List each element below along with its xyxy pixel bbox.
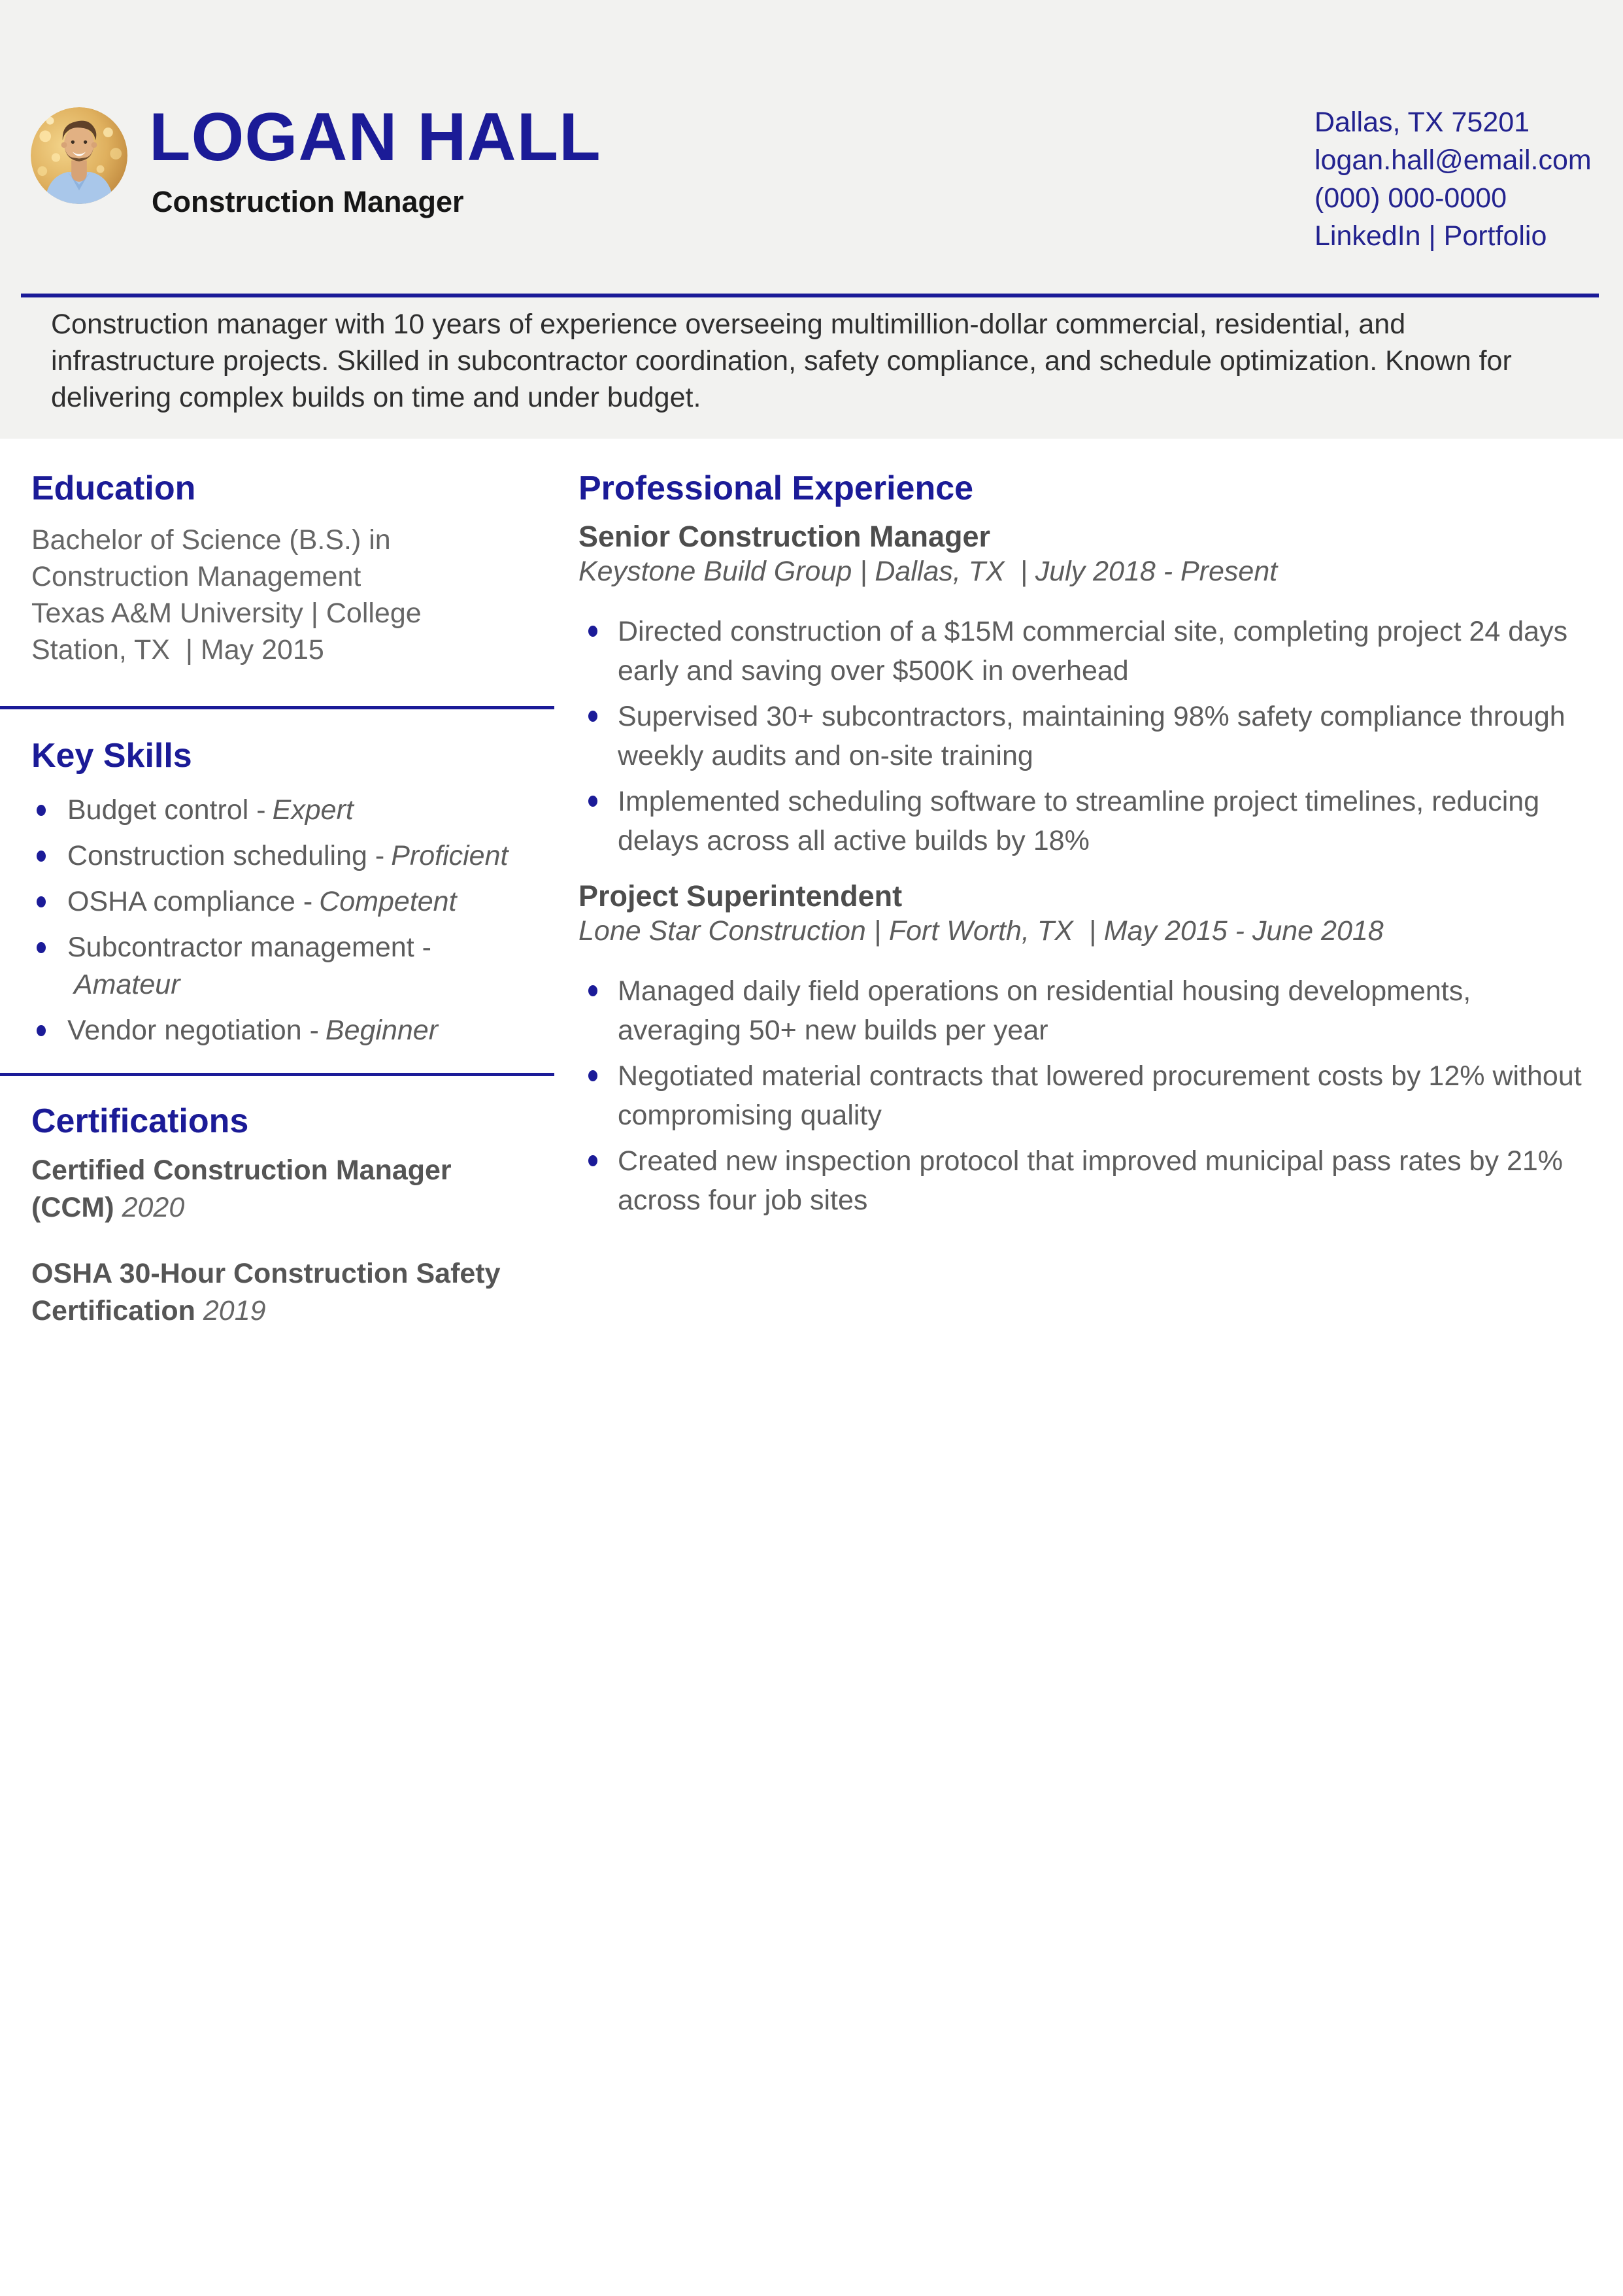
certification-entry xyxy=(31,1255,516,1330)
education-degree: Bachelor of Science (B.S.) in Construction Management xyxy=(31,524,391,592)
skills-list xyxy=(31,792,516,1049)
bullet-dot xyxy=(588,711,597,722)
bullet-dot xyxy=(588,1070,597,1081)
job-bullet-text: Negotiated material contracts that lowered procurement costs by 12% without compromising quality xyxy=(618,1060,1582,1131)
skill-level: Proficient xyxy=(391,840,509,871)
education-school: Texas A&M University | College Station, TX | May 2015 xyxy=(31,598,422,666)
job-title: Senior Construction Manager xyxy=(578,520,991,553)
certification-year: 2019 xyxy=(203,1295,266,1326)
job-bullet-text: Implemented scheduling software to streamline project timelines, reducing delays across all active builds by 18% xyxy=(618,786,1540,856)
skill-label: Construction scheduling - xyxy=(67,840,385,871)
skill-label: Subcontractor management - xyxy=(67,932,431,963)
person-job-title: Construction Manager xyxy=(152,185,464,218)
bullet-dot xyxy=(37,851,46,862)
skill-label: Budget control - xyxy=(67,794,266,826)
job-bullet-text: Directed construction of a $15M commercial site, completing project 24 days early and saving over $500K in overhead xyxy=(618,616,1568,686)
certification-name: OSHA 30-Hour Construction Safety Certification xyxy=(31,1258,501,1326)
job-entry xyxy=(578,520,1585,860)
bullet-dot xyxy=(588,985,597,996)
skill-item xyxy=(31,929,516,1004)
skill-label: Vendor negotiation - xyxy=(67,1015,319,1046)
experience-heading: Professional Experience xyxy=(578,469,974,507)
contact-phone: (000) 000-0000 xyxy=(1314,182,1507,214)
skill-level: Beginner xyxy=(325,1015,439,1046)
job-bullet xyxy=(578,1056,1585,1135)
certification-year: 2020 xyxy=(122,1192,185,1223)
right-column xyxy=(578,469,1585,1226)
bullet-dot xyxy=(37,896,46,907)
job-bullet xyxy=(578,782,1585,860)
contact-block xyxy=(1314,103,1592,255)
skill-level: Competent xyxy=(319,886,457,917)
left-column xyxy=(31,469,516,1330)
skill-level: Expert xyxy=(272,794,354,826)
section-divider xyxy=(0,1073,554,1076)
job-bullet-list xyxy=(578,971,1585,1220)
section-divider xyxy=(0,706,554,709)
skill-item xyxy=(31,883,516,920)
contact-location: Dallas, TX 75201 xyxy=(1314,107,1530,138)
certification-name: Certified Construction Manager (CCM) xyxy=(31,1155,452,1223)
bullet-dot xyxy=(588,626,597,637)
job-bullet xyxy=(578,612,1585,690)
person-name: LOGAN HALL xyxy=(149,99,601,175)
job-meta: Lone Star Construction | Fort Worth, TX | May 2015 - June 2018 xyxy=(578,915,1384,947)
bullet-dot xyxy=(588,1155,597,1166)
job-bullet-text: Supervised 30+ subcontractors, maintaining 98% safety compliance through weekly audits and on-site training xyxy=(618,701,1565,771)
job-entry xyxy=(578,880,1585,1220)
bullet-dot xyxy=(37,1025,46,1036)
certifications-heading: Certifications xyxy=(31,1102,249,1140)
job-title: Project Superintendent xyxy=(578,879,903,913)
job-bullet xyxy=(578,697,1585,775)
certification-entry xyxy=(31,1152,516,1226)
contact-links[interactable]: LinkedIn | Portfolio xyxy=(1314,220,1547,252)
avatar xyxy=(31,107,127,204)
skill-item xyxy=(31,837,516,875)
job-bullet xyxy=(578,971,1585,1050)
job-bullet xyxy=(578,1141,1585,1220)
summary-paragraph: Construction manager with 10 years of experience overseeing multimillion-dollar commercial, residential, and infrastructure projects. Skilled in subcontractor coordination, safety compliance, and schedule optimization. Known for delivering complex builds on time and under budget. xyxy=(51,309,1512,413)
job-meta: Keystone Build Group | Dallas, TX | July 2018 - Present xyxy=(578,556,1278,587)
avatar-photo xyxy=(31,107,127,204)
contact-email[interactable]: logan.hall@email.com xyxy=(1314,144,1592,176)
skill-item xyxy=(31,792,516,829)
bullet-dot xyxy=(37,942,46,953)
skill-label: OSHA compliance - xyxy=(67,886,313,917)
job-bullet-list xyxy=(578,612,1585,860)
education-entry xyxy=(31,522,516,668)
bullet-dot xyxy=(37,805,46,816)
skill-item xyxy=(31,1012,516,1049)
job-bullet-text: Managed daily field operations on residential housing developments, averaging 50+ new builds per year xyxy=(618,975,1471,1046)
skill-level: Amateur xyxy=(74,969,180,1000)
job-bullet-text: Created new inspection protocol that improved municipal pass rates by 21% across four job sites xyxy=(618,1145,1564,1216)
skills-heading: Key Skills xyxy=(31,737,192,775)
bullet-dot xyxy=(588,796,597,807)
header-divider xyxy=(21,294,1599,297)
education-heading: Education xyxy=(31,469,196,507)
